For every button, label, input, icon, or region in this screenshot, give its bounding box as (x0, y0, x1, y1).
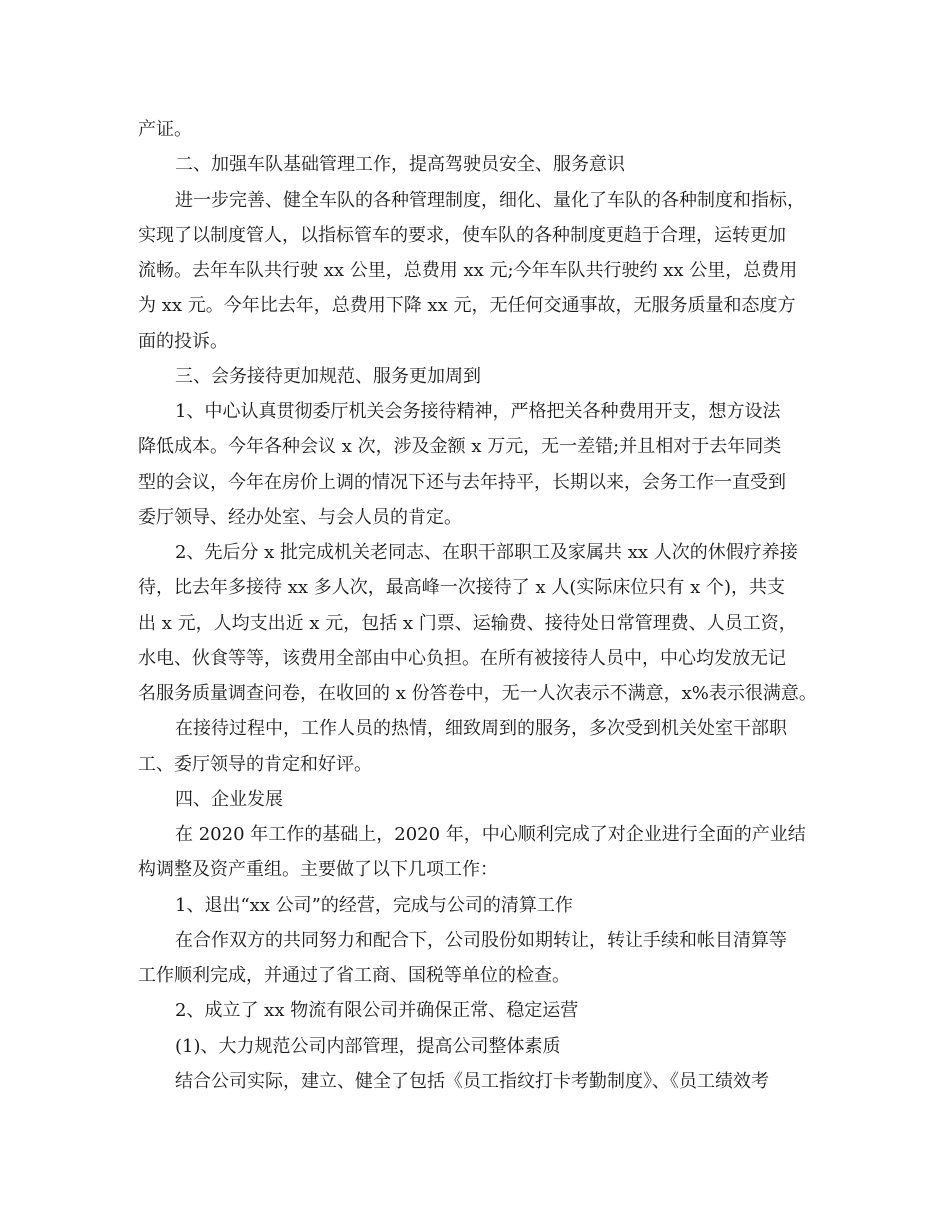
section-heading: 四、企业发展 (175, 788, 283, 810)
paragraph-line: 在接待过程中，工作人员的热情，细致周到的服务，多次受到机关处室干部职 (175, 718, 787, 740)
paragraph-line: 结合公司实际，建立、健全了包括《员工指纹打卡考勤制度》、《员工绩效考 (175, 1070, 769, 1092)
paragraph-line: 委厅领导、经办处室、与会人员的肯定。 (138, 506, 462, 528)
paragraph-line: 水电、伙食等等，该费用全部由中心负担。在所有被接待人员中，中心均发放无记 (138, 647, 786, 669)
paragraph-line: 在 2020 年工作的基础上，2020 年，中心顺利完成了对企业进行全面的产业结 (175, 824, 806, 845)
paragraph-line: 为 xx 元。今年比去年，总费用下降 xx 元，无任何交通事故，无服务质量和态度方 (138, 295, 796, 317)
paragraph-line: 2、先后分 x 批完成机关老同志、在职干部职工及家属共 xx 人次的休假疗养接 (175, 542, 798, 563)
paragraph-line: 面的投诉。 (138, 330, 228, 352)
paragraph-line: 降低成本。今年各种会议 x 次，涉及金额 x 万元，无一差错;并且相对于去年同类 (138, 436, 782, 458)
paragraph-line: 构调整及资产重组。主要做了以下几项工作： (138, 859, 498, 881)
paragraph-line: 名服务质量调查问卷，在收回的 x 份答卷中，无一人次表示不满意，x%表示很满意。 (138, 683, 817, 704)
paragraph-line: 工、委厅领导的肯定和好评。 (138, 753, 372, 775)
subsection-heading: (1)、大力规范公司内部管理，提高公司整体素质 (175, 1035, 561, 1057)
paragraph-line: 出 x 元，人均支出近 x 元，包括 x 门票、运输费、接待处日常管理费、人员工资， (138, 612, 797, 634)
paragraph-line: 工作顺利完成，并通过了省工商、国税等单位的检查。 (138, 965, 570, 986)
section-heading: 二、加强车队基础管理工作，提高驾驶员安全、服务意识 (175, 154, 625, 176)
paragraph-line: 进一步完善、健全车队的各种管理制度，细化、量化了车队的各种制度和指标， (175, 189, 805, 211)
paragraph-line: 1、中心认真贯彻委厅机关会务接待精神，严格把关各种费用开支，想方设法 (175, 401, 781, 422)
paragraph-line: 待，比去年多接待 xx 多人次，最高峰一次接待了 x 人(实际床位只有 x 个)，共支 (138, 577, 785, 599)
paragraph-line: 流畅。去年车队共行驶 xx 公里，总费用 xx 元;今年车队共行驶约 xx 公里，总费用 (138, 260, 798, 281)
document-body (138, 112, 828, 1099)
paragraph-line: 产证。 (138, 119, 192, 140)
paragraph-line: 型的会议，今年在房价上调的情况下还与去年持平，长期以来，会务工作一直受到 (138, 471, 786, 493)
subsection-heading: 2、成立了 xx 物流有限公司并确保正常、稳定运营 (175, 1000, 579, 1022)
subsection-heading: 1、退出“xx 公司”的经营，完成与公司的清算工作 (175, 894, 573, 916)
section-heading: 三、会务接待更加规范、服务更加周到 (175, 365, 481, 387)
paragraph-line: 实现了以制度管人，以指标管车的要求，使车队的各种制度更趋于合理，运转更加 (138, 224, 786, 246)
paragraph-line: 在合作双方的共同努力和配合下，公司股份如期转让，转让手续和帐目清算等 (175, 929, 787, 951)
